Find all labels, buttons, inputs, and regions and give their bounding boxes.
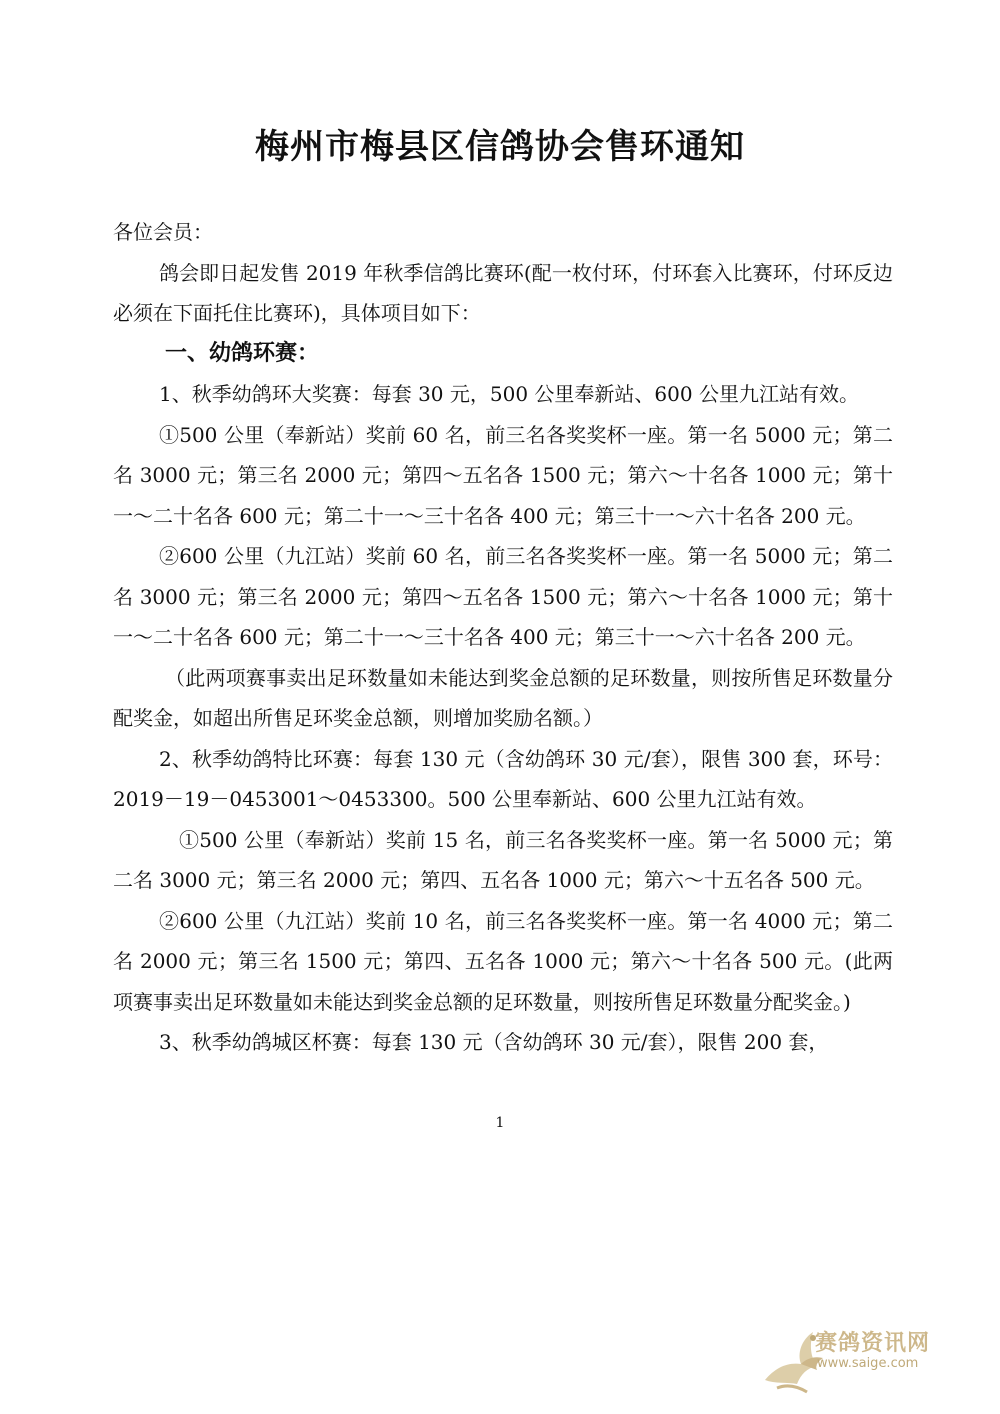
watermark-name: 赛鸽资讯网	[815, 1331, 931, 1356]
item-1-sub-2-paragraph: ②600 公里（九江站）奖前 60 名，前三名各奖奖杯一座。第一名 5000 元；第二名 3000 元；第三名 2000 元；第四～五名各 1500 元；第六～十名各 1000 元；第十一～二十名各 600 元；第二十一～三十名各 400 元；第三十一～六十名各 200 元。	[113, 544, 893, 649]
item-1-sub-1-paragraph: ①500 公里（奉新站）奖前 60 名，前三名各奖奖杯一座。第一名 5000 元；第二名 3000 元；第三名 2000 元；第四～五名各 1500 元；第六～十名各 1000 元；第十一～二十名各 600 元；第二十一～三十名各 400 元；第三十一～六十名各 200 元。	[113, 422, 893, 528]
salutation: 各位会员：	[113, 220, 213, 244]
section-heading: 一、幼鸽环赛：	[165, 340, 320, 366]
intro-paragraph: 鸽会即日起发售 2019 年秋季信鸽比赛环(配一枚付环，付环套入比赛环，付环反边必须在下面托住比赛环)，具体项目如下：	[113, 260, 893, 325]
item-3-paragraph: 3、秋季幼鸽城区杯赛：每套 130 元（含幼鸽环 30 元/套），限售 200 套，	[159, 1030, 829, 1054]
document-body	[113, 212, 893, 1063]
watermark-logo	[757, 1318, 977, 1398]
item-1-paragraph: 1、秋季幼鸽环大奖赛：每套 30 元，500 公里奉新站、600 公里九江站有效。	[159, 382, 859, 406]
item-2-sub-2-paragraph: ②600 公里（九江站）奖前 10 名，前三名各奖奖杯一座。第一名 4000 元；第二名 2000 元；第三名 1500 元；第四、五名各 1000 元；第六～十名各 500 元。(此两项赛事卖出足环数量如未能达到奖金总额的足环数量，则按所售足环数量分配奖金。)	[113, 908, 893, 1014]
page-number: 1	[495, 1115, 505, 1131]
item-2-sub-1-paragraph: ①500 公里（奉新站）奖前 15 名，前三名各奖奖杯一座。第一名 5000 元；第二名 3000 元；第三名 2000 元；第四、五名各 1000 元；第六～十五名各 500 元。	[113, 827, 893, 892]
watermark-url: www.saige.com	[817, 1356, 919, 1371]
item-2-paragraph: 2、秋季幼鸽特比环赛：每套 130 元（含幼鸽环 30 元/套），限售 300 套，环号：2019－19－0453001～0453300。500 公里奉新站、600 公里九江站有效。	[113, 746, 893, 811]
document-title: 梅州市梅县区信鸽协会售环通知	[255, 127, 745, 167]
item-1-note-paragraph: （此两项赛事卖出足环数量如未能达到奖金总额的足环数量，则按所售足环数量分配奖金，如超出所售足环奖金总额，则增加奖励名额。）	[113, 665, 893, 730]
